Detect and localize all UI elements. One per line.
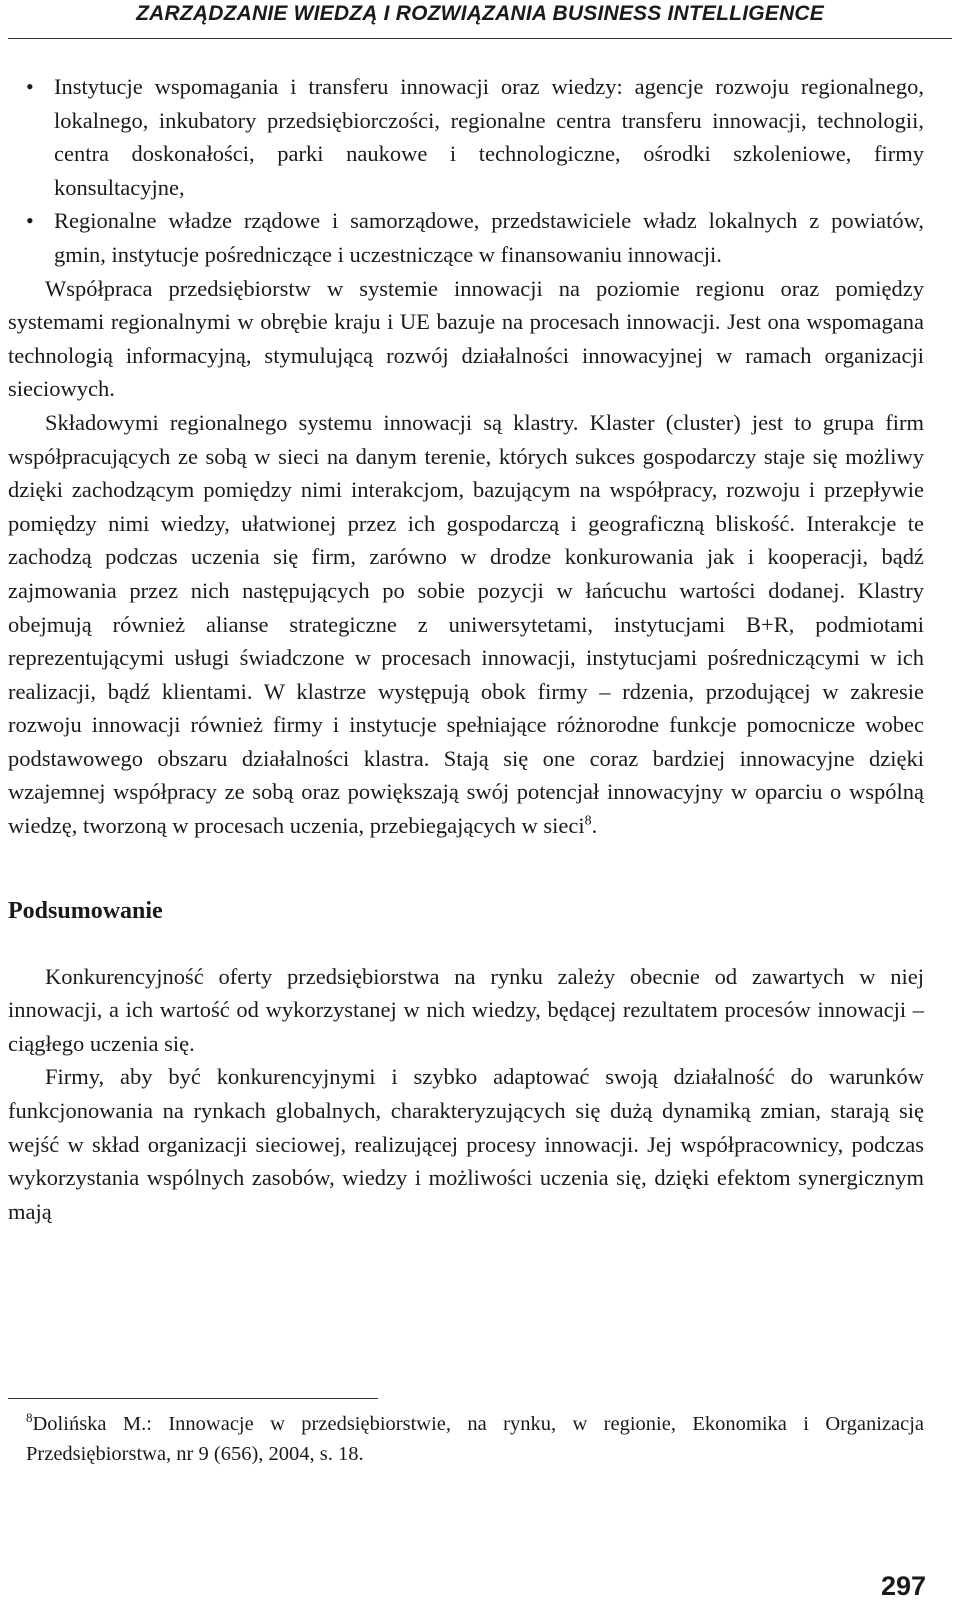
section-heading: Podsumowanie	[8, 897, 163, 924]
bullet-item-regional-authorities: • Regionalne władze rządowe i samorządowe, przedstawiciele władz lokalnych z powiatów, gmin, instytucje pośredniczące i uczestniczące w finansowaniu innowacji.	[8, 204, 924, 271]
footnote-body	[8, 1409, 924, 1469]
paragraph-clusters-text: Składowymi regionalnego systemu innowacji są klastry. Klaster (cluster) jest to grupa firm współpracujących ze sobą w sieci na danym terenie, których sukces gospodarczy staje się możliwy dzięki zachodzącym pomiędzy nimi interakcjom, bazującym na współpracy, rozwoju i przepływie pomiędzy nimi wiedzy, ułatwionej przez ich gospodarczą i geograficzną bliskość. Interakcje te zachodzą podczas uczenia się firm, zarówno w drodze konkurowania jak i kooperacji, bądź zajmowania przez nich następujących po sobie pozycji w łańcuchu wartości dodanej. Klastry obejmują również alianse strategiczne z uniwersytetami, instytucjami B+R, podmiotami reprezentującymi usługi świadczone w procesach innowacji, instytucjami pośredniczącymi w ich realizacji, bądź klientami. W klastrze występują obok firmy – rdzenia, przodującej w zakresie rozwoju innowacji również firmy i instytucje spełniające różnorodne funkcje pomocnicze wobec podstawowego obszaru działalności klastra. Stają się one coraz bardziej innowacyjne dzięki wzajemnej współpracy ze sobą oraz powiększają swój potencjał innowacyjny w oparciu o wspólną wiedzę, tworzoną w procesach uczenia, przebiegających w sieci	[8, 409, 924, 839]
footnote	[8, 1409, 924, 1469]
paragraph-clusters	[8, 406, 924, 843]
footnote-reference[interactable]: 8	[584, 813, 592, 829]
page-body	[8, 70, 924, 1228]
footnote-number: 8	[26, 1410, 33, 1426]
footnote-text: Dolińska M.: Innowacje w przedsiębiorstwie, na rynku, w regionie, Ekonomika i Organizacja Przedsiębiorstwa, nr 9 (656), 2004, s. 18.	[26, 1413, 924, 1465]
paragraph-firms: Firmy, aby być konkurencyjnymi i szybko adaptować swoją działalność do warunków funkcjonowania na rynkach globalnych, charakteryzujących się dużą dynamiką zmian, starają się wejść w skład organizacji sieciowej, realizującej procesy innowacji. Jej współpracownicy, podczas wykorzystania wspólnych zasobów, wiedzy i możliwości uczenia się, dzięki efektom synergicznym mają	[8, 1064, 924, 1224]
bullet-item-support-institutions: • Instytucje wspomagania i transferu innowacji oraz wiedzy: agencje rozwoju regionalnego, lokalnego, inkubatory przedsiębiorczości, regionalne centra transferu innowacji, technologii, centra doskonałości, parki naukowe i technologiczne, ośrodki szkoleniowe, firmy konsultacyjne,	[8, 70, 924, 204]
page-number: 297	[880, 1571, 926, 1601]
paragraph-cooperation: Współpraca przedsiębiorstw w systemie innowacji na poziomie regionu oraz pomiędzy systemami regionalnymi w obrębie kraju i UE bazuje na procesach innowacji. Jest ona wspomagana technologią informacyjną, stymulującą rozwój działalności innowacyjnej w ramach organizacji sieciowych.	[8, 275, 924, 402]
paragraph-clusters-end: .	[591, 813, 598, 839]
running-header	[8, 0, 952, 39]
paragraph-competitiveness: Konkurencyjność oferty przedsiębiorstwa na rynku zależy obecnie od zawartych w niej innowacji, a ich wartość od wykorzystanej w nich wiedzy, będącej rezultatem procesów innowacji – ciągłego uczenia się.	[8, 963, 924, 1056]
footnote-divider	[8, 1398, 378, 1399]
bullet-list	[8, 70, 924, 272]
running-header-title: ZARZĄDZANIE WIEDZĄ I ROZWIĄZANIA BUSINESS INTELLIGENCE	[136, 2, 824, 25]
